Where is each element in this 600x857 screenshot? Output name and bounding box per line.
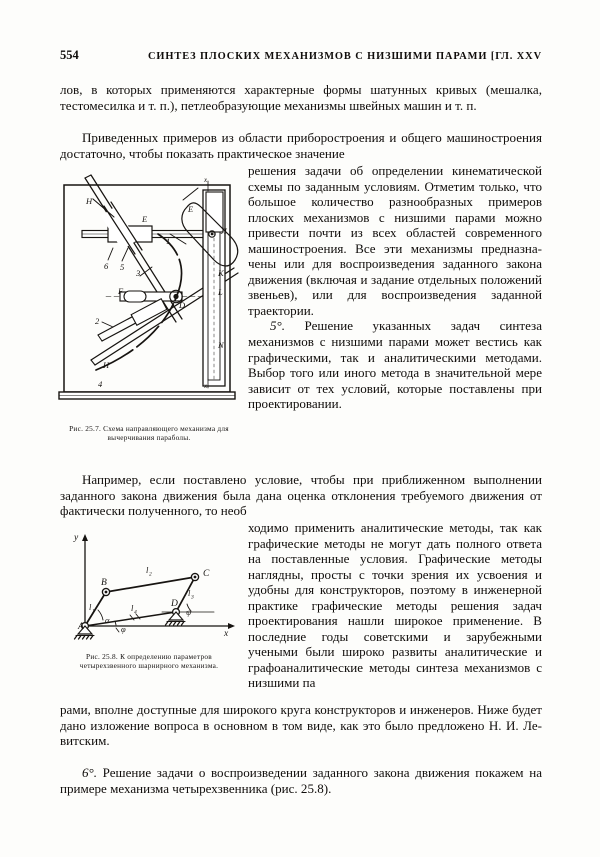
svg-text:L: L — [218, 287, 223, 297]
figure-25-7-drawing — [58, 172, 240, 422]
paragraph-4-wrapped — [248, 520, 542, 691]
svg-text:2: 2 — [95, 316, 100, 326]
svg-text:l: l — [188, 588, 191, 598]
paragraph-1-text: лов, в которых применяются характерные формы шатунных кривых (мешалка, тестомесилка и т. п.), петлеобразующие механизмы швейных машин и т. п. — [60, 82, 542, 113]
svg-text:К: К — [218, 268, 224, 278]
figure-25-7-caption — [58, 425, 240, 442]
paragraph-4-wrapped-text: ходимо применить аналитические методы, так как графические методы не могут дать полного ответа на поставленные условия. Графические методы наглядны, просты с точки зрения их усвоения и удобны для конструкторов, поэтому в инженерной практике графические методы решения задач проектирования нашли широкое применение. В последние годы советскими и зарубежными учеными были широко развиты аналитические и графоаналитические методы синтеза механизмов с низшими па — [248, 520, 542, 691]
running-head — [60, 48, 542, 66]
running-head-title: СИНТЕЗ ПЛОСКИХ МЕХАНИЗМОВ С НИЗШИМИ ПАРАМИ [ГЛ. XXV — [148, 51, 542, 62]
svg-text:4: 4 — [98, 379, 103, 389]
svg-text:Е: Е — [188, 204, 194, 214]
paragraph-5 — [60, 765, 542, 796]
svg-text:x: x — [224, 629, 229, 639]
figure-25-8 — [58, 528, 240, 670]
paragraph-2-wrapped — [248, 163, 542, 412]
paragraph-1 — [60, 82, 542, 113]
svg-text:6: 6 — [104, 261, 109, 271]
svg-text:F: F — [118, 286, 124, 296]
paragraph-4-opening-text: Например, если поставлено условие, чтобы при приближенном выполнении заданного закона движения была дана оценка отклонения требуемого движения от фактически полученного, то необ — [60, 472, 542, 519]
svg-text:1: 1 — [166, 236, 171, 246]
figure-25-8-labels — [73, 533, 229, 639]
figure-25-7-caption-text: Схема направляющего механизма для вычерчивания параболы. — [103, 424, 229, 442]
svg-text:Н: Н — [103, 360, 110, 370]
figure-25-8-caption — [58, 653, 240, 670]
svg-text:х: х — [204, 176, 208, 184]
figure-25-8-drawing — [58, 528, 240, 650]
paragraph-2-wrapped-text: решения задачи об определении кинематической схемы по заданным условиям. Отметим только, что большое количество разнообразных примеров плоских механизмов с низшими парами можно привести почти из всех областей современного машиностроения. Все эти механизмы предназначены или для воспроизведения заданного закона движения (включая и задание отдельных положений звеньев), или для воспроизведения заданной траектории. — [248, 163, 542, 318]
svg-text:С: С — [203, 569, 210, 579]
paragraph-5-body — [60, 765, 542, 796]
svg-text:l: l — [146, 565, 149, 575]
paragraph-4-opening — [60, 472, 542, 519]
figure-25-8-caption-text: К определению параметров четырехзвенного шарнирного механизма. — [79, 652, 219, 670]
figure-25-7 — [58, 172, 240, 442]
svg-text:2: 2 — [149, 571, 152, 578]
paragraph-5-marker: 6°. — [82, 765, 98, 780]
svg-text:3: 3 — [191, 594, 194, 601]
paragraph-3 — [248, 318, 542, 411]
svg-text:х: х — [204, 382, 208, 390]
paragraph-3-marker: 5°. — [270, 318, 286, 334]
paragraph-3-text: Решение указанных задач синтеза механизмов с низшими парами может вестись как графическими, так и аналитическими методами. Выбор того или иного метода в значительной мере зависит от тех условий, которые поставлены при проектировании. — [248, 318, 542, 412]
svg-text:D: D — [179, 300, 186, 310]
svg-text:А: А — [78, 622, 84, 632]
svg-text:3: 3 — [136, 268, 141, 278]
paragraph-2-opening — [60, 130, 542, 161]
paragraph-4-tail-text: рами, вполне доступные для широкого круга конструкторов и инженеров. Ниже будет дано изложение вопроса в основном в том виде, как это было предложено Н. И. Левитским. — [60, 702, 542, 749]
svg-text:Н: Н — [86, 196, 93, 206]
svg-text:ψ: ψ — [186, 607, 192, 617]
figure-25-7-caption-number: Рис. 25.7. — [69, 424, 102, 433]
svg-text:N: N — [218, 340, 224, 350]
paragraph-5-text: Решение задачи о воспроизведении заданного закона движения покажем на примере механизма четырехзвенника (рис. 25.8). — [60, 765, 542, 796]
paragraph-2-opening-text: Приведенных примеров из области приборостроения и общего машиностроения достаточно, чтобы показать практическое значение — [60, 130, 542, 161]
svg-text:l: l — [131, 603, 134, 613]
svg-text:Е: Е — [142, 214, 148, 224]
figure-25-8-caption-number: Рис. 25.8. — [86, 652, 118, 661]
paragraph-4-tail — [60, 702, 542, 749]
svg-text:l: l — [89, 602, 92, 612]
page-number: 554 — [60, 48, 79, 62]
svg-text:Л: Л — [221, 226, 227, 236]
svg-text:φ: φ — [121, 624, 126, 634]
svg-text:5: 5 — [120, 262, 125, 272]
svg-text:y: y — [74, 533, 79, 543]
svg-text:4: 4 — [134, 609, 137, 616]
svg-text:α: α — [105, 615, 110, 625]
svg-text:В: В — [101, 578, 107, 588]
svg-text:1: 1 — [92, 608, 95, 615]
svg-text:D: D — [171, 599, 178, 609]
